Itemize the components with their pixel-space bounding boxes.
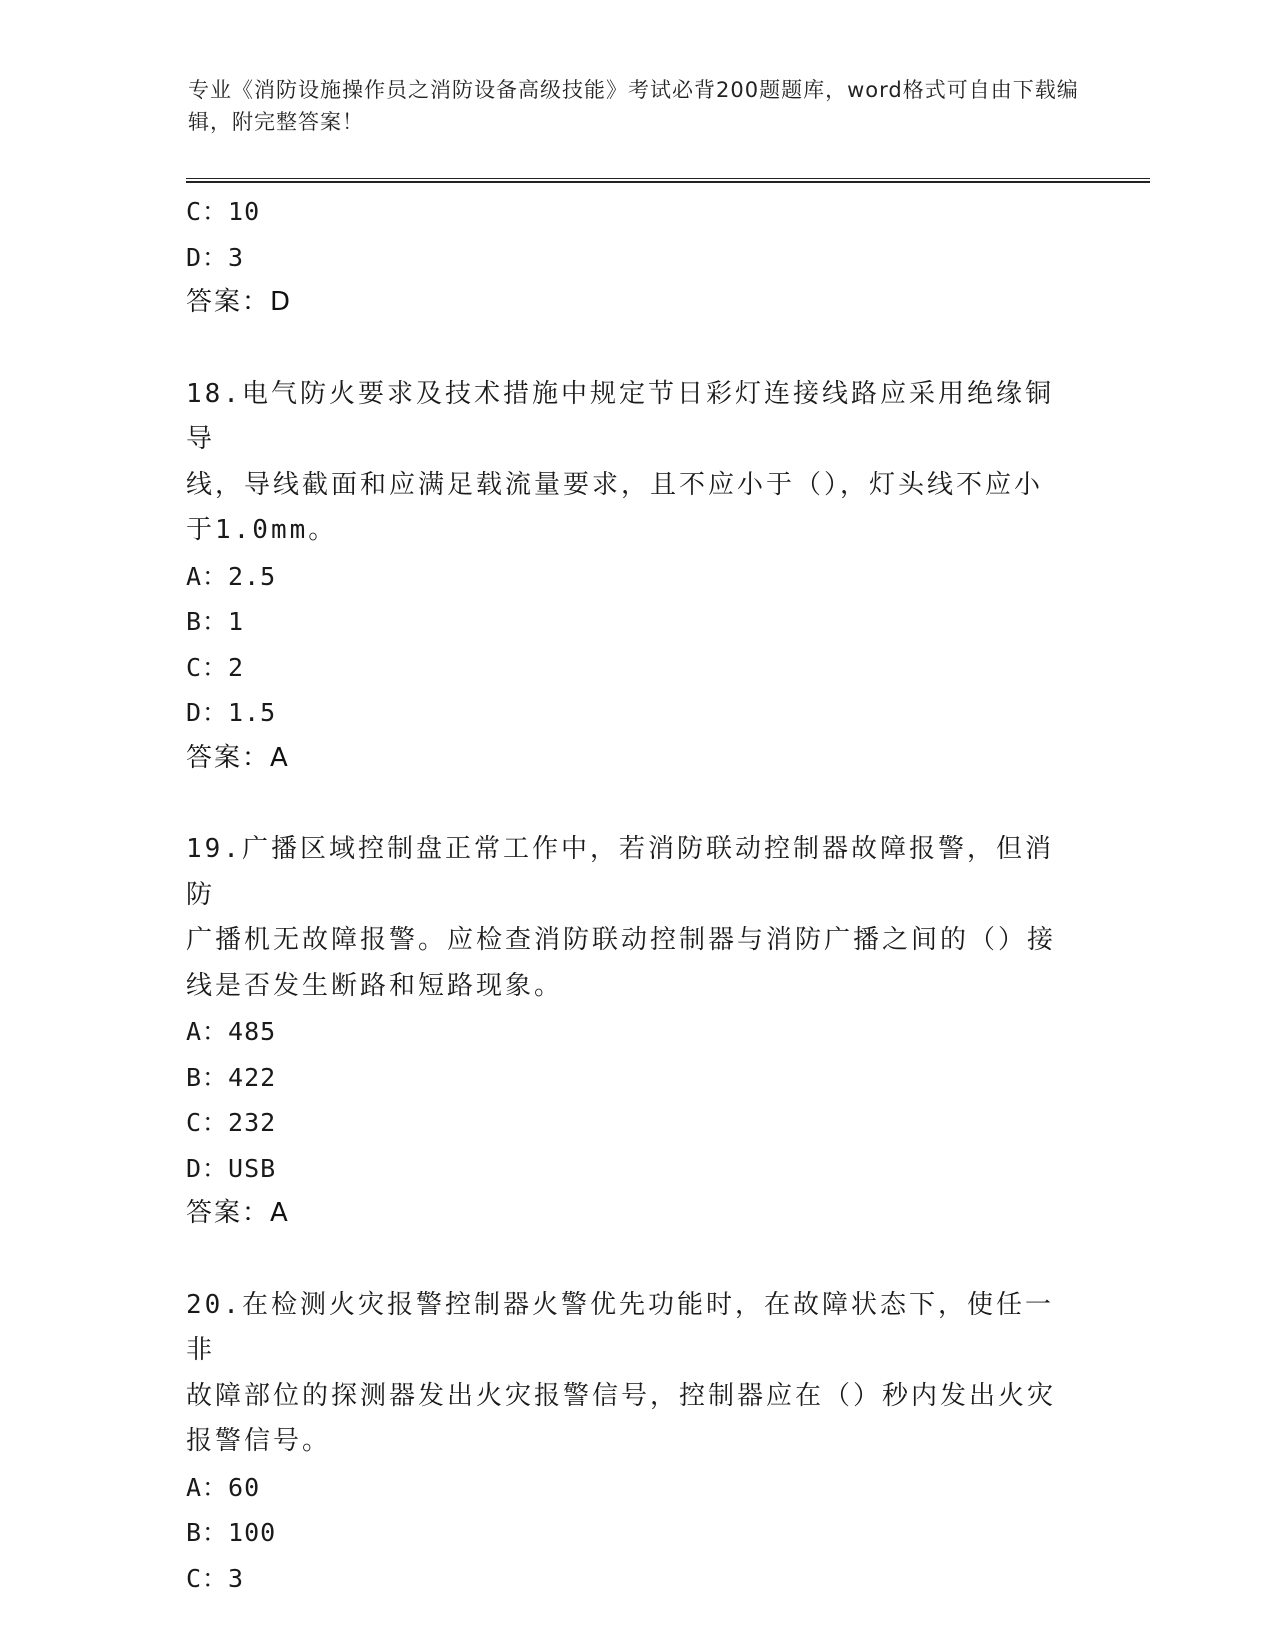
question-20 (186, 1283, 1086, 1602)
header-divider (186, 178, 1150, 183)
answer-label: 答案：D (186, 287, 293, 317)
answer-label: 答案：A (186, 742, 290, 773)
question-line: 报警信号。 (186, 1426, 332, 1456)
question-line: 于1.0mm。 (186, 515, 338, 545)
question-line: 18.电气防火要求及技术措施中规定节日彩灯连接线路应采用绝缘铜导 (186, 378, 1054, 454)
option-c: C：2 (186, 652, 245, 682)
question-line: 线是否发生断路和短路现象。 (186, 970, 564, 1001)
question-19 (186, 827, 1086, 1237)
option-a: A：485 (186, 1017, 277, 1046)
question-text (186, 372, 1066, 554)
option-d: D：USB (186, 1153, 277, 1183)
option-b: B：1 (186, 607, 245, 636)
previous-question-tail (186, 189, 1086, 326)
question-18 (186, 372, 1086, 782)
question-line: 线，导线截面和应满足载流量要求，且不应小于（），灯头线不应小 (186, 469, 1044, 500)
option-c: C：3 (186, 1563, 245, 1593)
option-d: D：1.5 (186, 698, 277, 727)
question-line: 广播机无故障报警。应检查消防联动控制器与消防广播之间的（）接 (186, 925, 1057, 955)
option-a: A：60 (186, 1472, 261, 1502)
question-line: 19.广播区域控制盘正常工作中，若消防联动控制器故障报警，但消防 (186, 834, 1054, 910)
option-d: D：3 (186, 242, 245, 272)
option-b: B：100 (186, 1518, 277, 1547)
question-line: 20.在检测火灾报警控制器火警优先功能时，在故障状态下，使任一非 (186, 1289, 1054, 1365)
spacer (186, 326, 1086, 372)
question-text (186, 1283, 1066, 1465)
question-text (186, 827, 1066, 1009)
option-b: B：422 (186, 1062, 277, 1092)
question-line: 故障部位的探测器发出火灾报警信号，控制器应在（）秒内发出火灾 (186, 1380, 1057, 1411)
option-a: A：2.5 (186, 561, 277, 591)
header-title: 专业《消防设施操作员之消防设备高级技能》考试必背200题题库，word格式可自由下载编辑，附完整答案！ (188, 78, 1079, 134)
spacer (186, 781, 1086, 827)
answer-label: 答案：A (186, 1198, 290, 1228)
spacer (186, 1237, 1086, 1283)
option-c: C：10 (186, 197, 261, 226)
document-header (188, 74, 1088, 138)
option-c: C：232 (186, 1108, 277, 1137)
document-body (186, 189, 1086, 1601)
